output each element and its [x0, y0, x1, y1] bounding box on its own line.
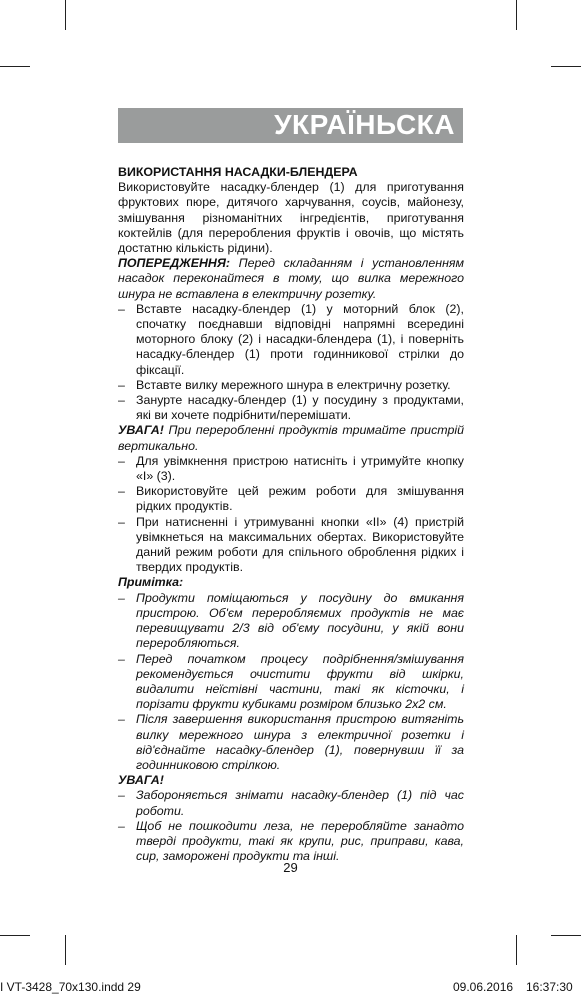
crop-mark-top-left	[65, 0, 66, 30]
note-label: Примітка:	[118, 575, 184, 590]
footer-file-name: I VT-3428_70x130.indd 29	[0, 980, 141, 994]
warning-block-1	[118, 256, 464, 302]
list-item	[118, 484, 464, 514]
crop-mark-right-bottom	[551, 935, 581, 936]
language-title: УКРАЇНЬСКА	[274, 109, 455, 140]
crop-mark-bottom-left	[65, 935, 66, 965]
intro-paragraph: Використовуйте насадку-блендер (1) для приготування фруктових пюре, дитячого харчування, соусів, майонезу, змішування різноманітних інгредієнтів, приготування коктейлів (для переробления фруктів і овочів, що містять достатню кількість рідини).	[118, 180, 464, 256]
crop-mark-left-bottom	[0, 935, 30, 936]
warning-item	[118, 788, 464, 818]
dash-marker: –	[118, 301, 125, 316]
crop-mark-bottom-right	[516, 935, 517, 965]
dash-marker: –	[118, 712, 125, 727]
footer-date: 09.06.2016	[453, 980, 514, 994]
warning-text: При переробленні продуктів тримайте пристрій вертикально.	[118, 423, 464, 453]
list-item-text: При натисненні і утримуванні кнопки «II» (4) пристрій увімкнеться на максимальних обертах. Використовуйте даний режим роботи для спільного оброблення рідких і твердих продуктів.	[136, 514, 464, 575]
list-item	[118, 515, 464, 576]
note-item-text: Перед початком процесу подрібнення/змішування рекомендується очистити фрукти від шкірки, видалити неїстівні частини, такі як кісточки, і порізати фрукти кубиками розміром близько 2х2 см.	[136, 651, 464, 712]
dash-marker: –	[118, 377, 125, 392]
language-header-band	[118, 108, 463, 143]
note-item-text: Продукти поміщаються у посудину до вмикання пристрою. Об'єм переробляємих продуктів не має перевищувати 2/3 від об'єму посудини, у якій вони переробляються.	[136, 590, 464, 651]
note-item	[118, 652, 464, 713]
list-item-text: Для увімкнення пристрою натисніть і утримуйте кнопку «I» (3).	[136, 453, 464, 484]
note-item	[118, 712, 464, 773]
page-number: 29	[283, 860, 298, 875]
footer-time: 16:37:30	[526, 980, 573, 994]
list-item	[118, 378, 464, 393]
warning-label: УВАГА!	[118, 423, 164, 438]
list-item	[118, 393, 464, 423]
manual-content	[118, 165, 464, 864]
dash-marker: –	[118, 453, 125, 468]
dash-marker: –	[118, 788, 125, 803]
note-item-text: Після завершення використання пристрою витягніть вилку мережного шнура з електричної розетки і від'єднайте насадку-блендер (1), повернувши її за годинниковою стрілкою.	[136, 712, 464, 772]
crop-mark-left-top	[0, 66, 30, 67]
dash-marker: –	[118, 393, 125, 408]
warning-text: Перед складанням і установленням насадок переконайтеся в тому, що вилка мережного шнура не вставлена в електричну розетку.	[118, 256, 464, 301]
dash-marker: –	[118, 484, 125, 499]
note-item	[118, 591, 464, 652]
dash-marker: –	[118, 651, 125, 666]
dash-marker: –	[118, 590, 125, 605]
list-item-text: Використовуйте цей режим роботи для змішування рідких продуктів.	[136, 484, 464, 514]
dash-marker: –	[118, 514, 125, 529]
list-item-text: Вставте вилку мережного шнура в електричну розетку.	[136, 377, 451, 392]
warning-block-2	[118, 423, 464, 453]
list-item-text: Вставте насадку-блендер (1) у моторний блок (2), спочатку поєднавши відповідні напрямні всередині моторного блоку (2) і насадки-блендера (1), і поверніть насадку-блендер (1) проти годинникової стрілки до фіксації.	[136, 301, 464, 377]
warning-label-3: УВАГА!	[118, 773, 164, 788]
warning-item-text: Щоб не пошкодити леза, не переробляйте занадто тверді продукти, такі як крупи, рис, приправи, кава, сир, заморожені продукти та інші.	[136, 818, 464, 864]
warning-item	[118, 819, 464, 865]
dash-marker: –	[118, 818, 125, 833]
crop-mark-right-top	[551, 66, 581, 67]
crop-mark-top-right	[516, 0, 517, 30]
warning-label: ПОПЕРЕДЖЕННЯ:	[118, 256, 231, 271]
list-item	[118, 302, 464, 378]
warning-item-text: Забороняється знімати насадку-блендер (1) під час роботи.	[136, 788, 464, 818]
list-item-text: Занурте насадку-блендер (1) у посудину з продуктами, які ви хочете подрібнити/перемішати.	[136, 393, 464, 423]
section-title: ВИКОРИСТАННЯ НАСАДКИ-БЛЕНДЕРА	[118, 165, 358, 179]
list-item	[118, 454, 464, 484]
